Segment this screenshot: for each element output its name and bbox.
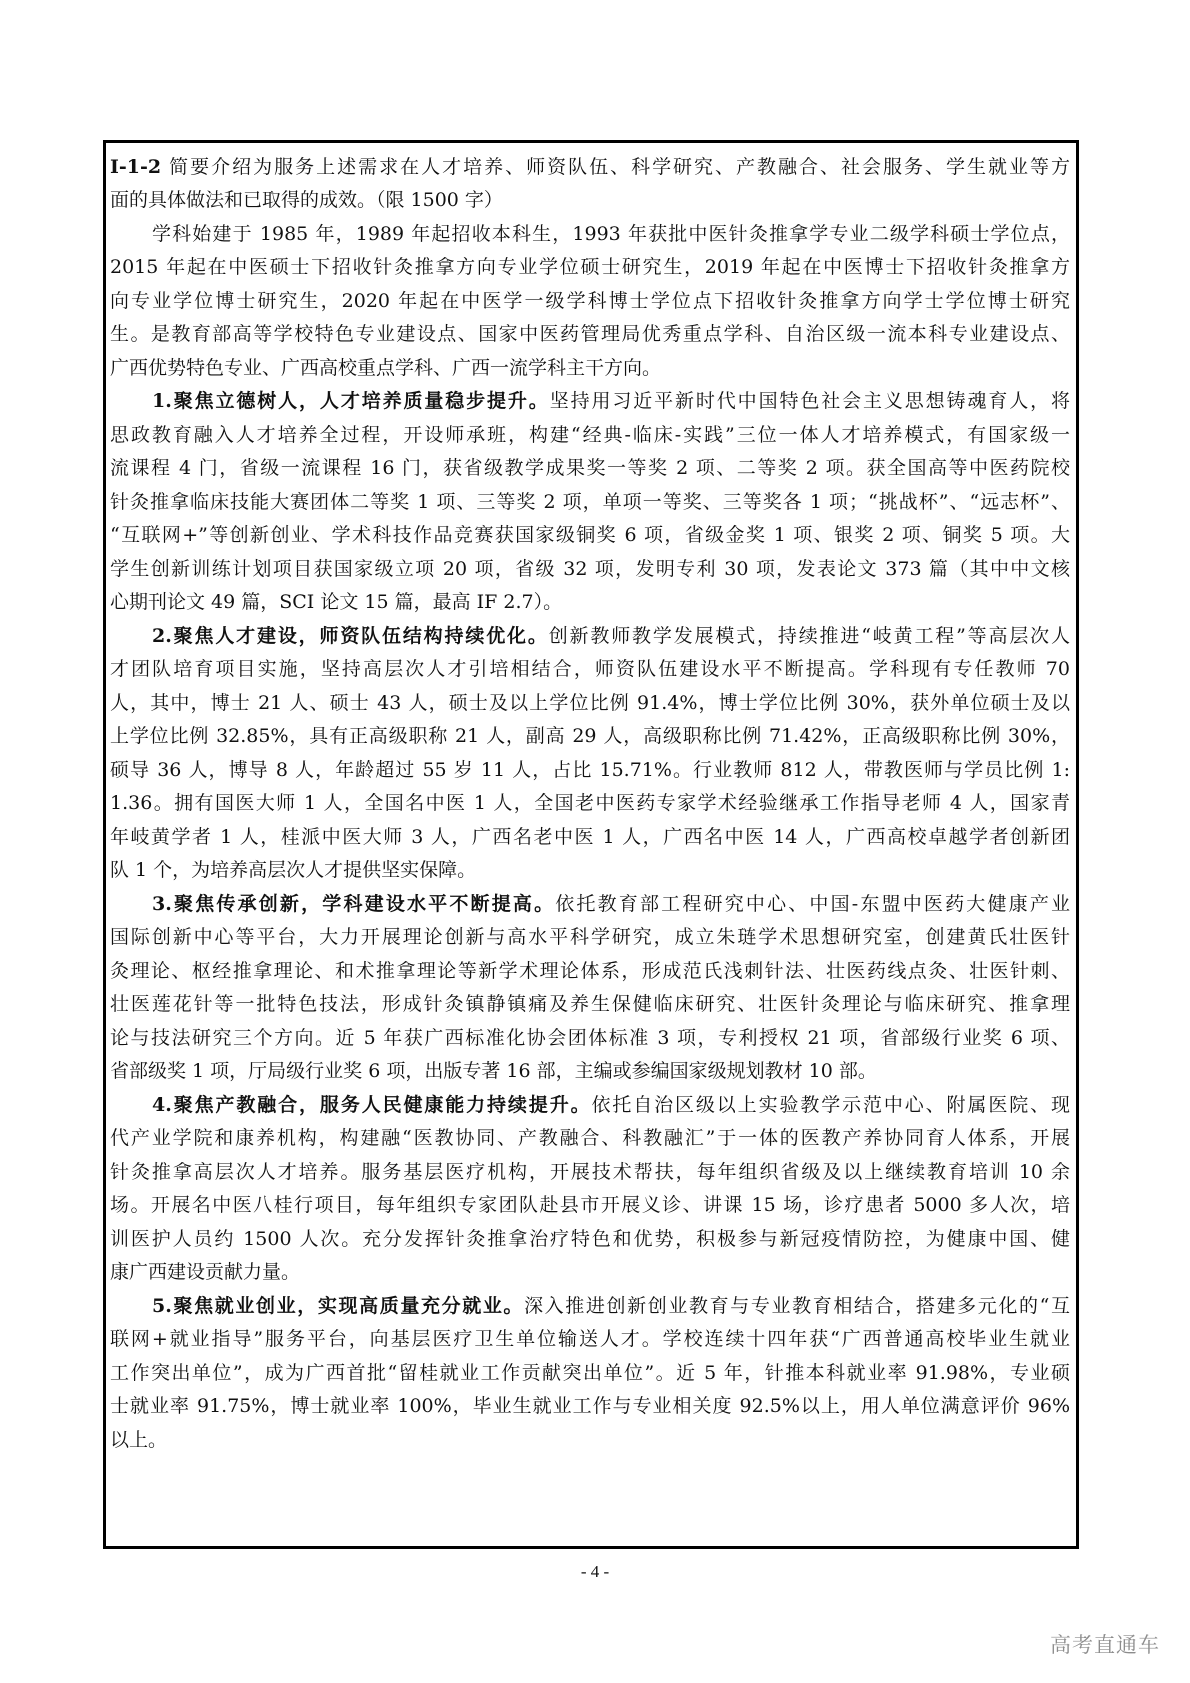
intro-line: 学科始建于 1985 年，1989 年起招收本科生，1993 年获批中医针灸推拿学专业二级学科硕士学位点， <box>152 223 1070 245</box>
point-line: 上学位比例 32.85%，具有正高级职称 21 人，副高 29 人，高级职称比例 71.42%，正高级职称比例 30%， <box>110 725 1070 747</box>
point-line: 流课程 4 门，省级一流课程 16 门，获省级教学成果奖一等奖 2 项、二等奖 2 项。获全国高等中医药院校 <box>110 457 1070 479</box>
point-line: 代产业学院和康养机构，构建融“医教协同、产教融合、科教融汇”于一体的医教产养协同育人体系，开展 <box>110 1127 1070 1149</box>
point-heading: 4.聚焦产教融合，服务人民健康能力持续提升。 <box>152 1094 592 1116</box>
point-text: 深入推进创新创业教育与专业教育相结合，搭建多元化的“互 <box>524 1295 1070 1317</box>
intro-line: 2015 年起在中医硕士下招收针灸推拿方向专业学位硕士研究生，2019 年起在中医博士下招收针灸推拿方 <box>110 256 1070 278</box>
point-heading: 2.聚焦人才建设，师资队伍结构持续优化。 <box>152 625 549 647</box>
page-number: - 4 - <box>580 1562 610 1581</box>
point-line: 场。开展名中医八桂行项目，每年组织专家团队赴县市开展义诊、讲课 15 场，诊疗患者 5000 多人次，培 <box>110 1194 1070 1216</box>
intro-line: 广西优势特色专业、广西高校重点学科、广西一流学科主干方向。 <box>110 357 662 379</box>
section-prompt-text: 简要介绍为服务上述需求在人才培养、师资队伍、科学研究、产教融合、社会服务、学生就业等方 <box>161 156 1070 178</box>
point-line: 壮医莲花针等一批特色技法，形成针灸镇静镇痛及养生保健临床研究、壮医针灸理论与临床研究、推拿理 <box>110 993 1070 1015</box>
point-3-heading-line <box>110 888 1070 921</box>
point-text: 坚持用习近平新时代中国特色社会主义思想铸魂育人，将 <box>549 390 1070 412</box>
point-line: 以上。 <box>110 1429 168 1451</box>
point-heading: 5.聚焦就业创业，实现高质量充分就业。 <box>152 1295 525 1317</box>
section-prompt-line-1 <box>110 151 1070 184</box>
point-text: 创新教师教学发展模式，持续推进“岐黄工程”等高层次人 <box>548 625 1070 647</box>
point-line: 硕导 36 人，博导 8 人，年龄超过 55 岁 11 人，占比 15.71%。行业教师 812 人，带教医师与学员比例 1: <box>110 759 1070 781</box>
point-4-heading-line <box>110 1089 1070 1122</box>
section-id: I-1-2 <box>110 156 162 178</box>
point-line: 针灸推拿临床技能大赛团体二等奖 1 项、三等奖 2 项，单项一等奖、三等奖各 1 项；“挑战杯”、“远志杯”、 <box>110 491 1070 513</box>
point-5-heading-line <box>110 1290 1070 1323</box>
point-line: 年岐黄学者 1 人，桂派中医大师 3 人，广西名老中医 1 人，广西名中医 14 人，广西高校卓越学者创新团 <box>110 826 1070 848</box>
point-line: 人，其中，博士 21 人、硕士 43 人，硕士及以上学位比例 91.4%，博士学位比例 30%，获外单位硕士及以 <box>110 692 1070 714</box>
point-line: 灸理论、枢经推拿理论、和术推拿理论等新学术理论体系，形成范氏浅刺针法、壮医药线点灸、壮医针刺、 <box>110 960 1070 982</box>
point-line: 国际创新中心等平台，大力开展理论创新与高水平科学研究，成立朱琏学术思想研究室，创建黄氏壮医针 <box>110 926 1070 948</box>
point-heading: 3.聚焦传承创新，学科建设水平不断提高。 <box>152 893 556 915</box>
point-1-heading-line <box>110 385 1070 418</box>
point-text: 依托自治区级以上实验教学示范中心、附属医院、现 <box>591 1094 1070 1116</box>
point-2-heading-line <box>110 620 1070 653</box>
watermark-text: 高考直通车 <box>1050 1633 1160 1657</box>
intro-line: 向专业学位博士研究生，2020 年起在中医学一级学科博士学位点下招收针灸推拿方向学士学位博士研究 <box>110 290 1070 312</box>
point-line: 1.36。拥有国医大师 1 人，全国名中医 1 人，全国老中医药专家学术经验继承工作指导老师 4 人，国家青 <box>110 792 1070 814</box>
point-line: 士就业率 91.75%，博士就业率 100%，毕业生就业工作与专业相关度 92.5%以上，用人单位满意评价 96% <box>110 1395 1070 1417</box>
point-line: 联网+就业指导”服务平台，向基层医疗卫生单位输送人才。学校连续十四年获“广西普通高校毕业生就业 <box>110 1328 1070 1350</box>
point-line: 论与技法研究三个方向。近 5 年获广西标准化协会团体标准 3 项，专利授权 21 项，省部级行业奖 6 项、 <box>110 1027 1070 1049</box>
point-text: 依托教育部工程研究中心、中国-东盟中医药大健康产业 <box>555 893 1071 915</box>
point-heading: 1.聚焦立德树人，人才培养质量稳步提升。 <box>152 390 550 412</box>
point-line: 训医护人员约 1500 人次。充分发挥针灸推拿治疗特色和优势，积极参与新冠疫情防控，为健康中国、健 <box>110 1228 1070 1250</box>
point-line: 省部级奖 1 项，厅局级行业奖 6 项，出版专著 16 部，主编或参编国家级规划教材 10 部。 <box>110 1060 877 1082</box>
point-line: 才团队培育项目实施，坚持高层次人才引培相结合，师资队伍建设水平不断提高。学科现有专任教师 70 <box>110 658 1070 680</box>
point-line: “互联网+”等创新创业、学术科技作品竞赛获国家级铜奖 6 项，省级金奖 1 项、银奖 2 项、铜奖 5 项。大 <box>110 524 1070 546</box>
intro-line: 生。是教育部高等学校特色专业建设点、国家中医药管理局优秀重点学科、自治区级一流本科专业建设点、 <box>110 323 1070 345</box>
point-line: 工作突出单位”，成为广西首批“留桂就业工作贡献突出单位”。近 5 年，针推本科就业率 91.98%，专业硕 <box>110 1362 1070 1384</box>
point-line: 学生创新训练计划项目获国家级立项 20 项，省级 32 项，发明专利 30 项，发表论文 373 篇（其中中文核 <box>110 558 1070 580</box>
point-line: 思政教育融入人才培养全过程，开设师承班，构建“经典-临床-实践”三位一体人才培养模式，有国家级一 <box>110 424 1070 446</box>
content-box <box>103 140 1079 1549</box>
point-line: 康广西建设贡献力量。 <box>110 1261 301 1283</box>
section-prompt-line-2: 面的具体做法和已取得的成效。（限 1500 字） <box>110 189 503 211</box>
point-line: 心期刊论文 49 篇，SCI 论文 15 篇，最高 IF 2.7）。 <box>110 591 563 613</box>
point-line: 针灸推拿高层次人才培养。服务基层医疗机构，开展技术帮扶，每年组织省级及以上继续教育培训 10 余 <box>110 1161 1070 1183</box>
point-line: 队 1 个，为培养高层次人才提供坚实保障。 <box>110 859 477 881</box>
